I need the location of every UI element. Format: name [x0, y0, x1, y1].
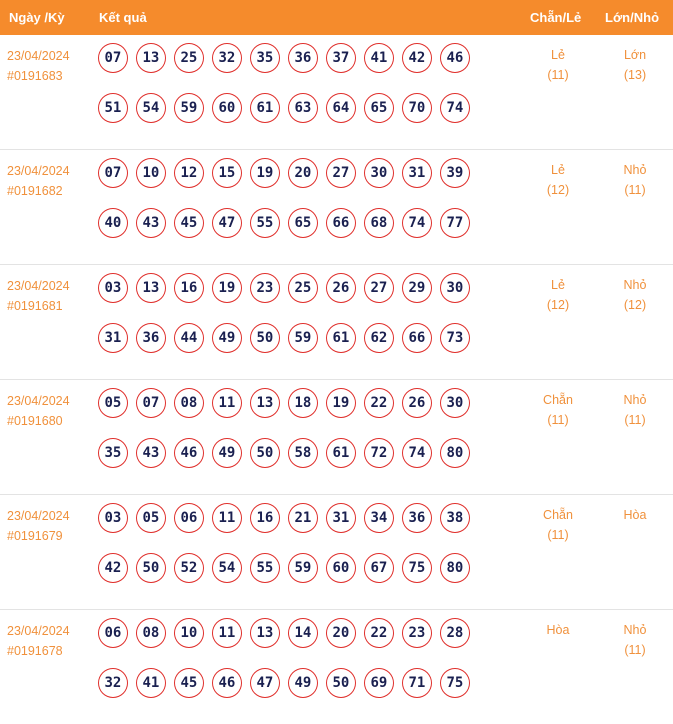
number-ball: 47	[212, 208, 242, 238]
number-ball: 11	[212, 388, 242, 418]
odd-even-result	[528, 160, 588, 200]
number-ball: 46	[174, 438, 204, 468]
draw-meta	[7, 276, 70, 316]
number-ball: 32	[212, 43, 242, 73]
draw-meta	[7, 621, 70, 661]
result-numbers	[98, 388, 478, 488]
number-ball: 13	[250, 618, 280, 648]
number-ball: 21	[288, 503, 318, 533]
odd-even-count: (11)	[547, 528, 569, 542]
big-small-count: (11)	[624, 413, 646, 427]
number-ball: 08	[174, 388, 204, 418]
number-ball: 07	[98, 43, 128, 73]
result-row	[0, 150, 673, 265]
number-ball: 54	[136, 93, 166, 123]
number-ball: 75	[440, 668, 470, 698]
number-ball: 71	[402, 668, 432, 698]
big-small-label: Nhỏ	[623, 393, 647, 407]
big-small-result	[605, 620, 665, 660]
number-ball: 64	[326, 93, 356, 123]
number-ball: 60	[326, 553, 356, 583]
number-ball: 13	[136, 273, 166, 303]
result-row	[0, 495, 673, 610]
result-numbers	[98, 273, 478, 373]
odd-even-label: Lẻ	[551, 48, 565, 62]
odd-even-count: (11)	[547, 413, 569, 427]
number-ball: 38	[440, 503, 470, 533]
number-ball: 10	[174, 618, 204, 648]
number-ball: 19	[326, 388, 356, 418]
number-ball: 05	[136, 503, 166, 533]
number-ball: 39	[440, 158, 470, 188]
number-ball: 43	[136, 208, 166, 238]
result-numbers	[98, 503, 478, 603]
number-ball: 35	[250, 43, 280, 73]
odd-even-count: (12)	[546, 183, 570, 197]
number-ball: 03	[98, 503, 128, 533]
number-ball: 74	[440, 93, 470, 123]
number-line	[98, 273, 478, 307]
result-numbers	[98, 618, 478, 718]
big-small-result	[605, 390, 665, 430]
big-small-label: Hòa	[623, 508, 647, 522]
number-ball: 31	[326, 503, 356, 533]
number-ball: 13	[250, 388, 280, 418]
number-ball: 22	[364, 388, 394, 418]
number-ball: 43	[136, 438, 166, 468]
draw-date: 23/04/2024	[7, 509, 70, 523]
number-ball: 42	[402, 43, 432, 73]
big-small-result	[605, 160, 665, 200]
number-ball: 59	[288, 553, 318, 583]
number-ball: 27	[364, 273, 394, 303]
number-ball: 29	[402, 273, 432, 303]
number-ball: 55	[250, 208, 280, 238]
number-ball: 35	[98, 438, 128, 468]
number-ball: 80	[440, 553, 470, 583]
number-line	[98, 208, 478, 242]
number-ball: 74	[402, 438, 432, 468]
result-numbers	[98, 43, 478, 143]
number-line	[98, 668, 478, 702]
number-line	[98, 553, 478, 587]
number-line	[98, 158, 478, 192]
number-ball: 05	[98, 388, 128, 418]
number-ball: 61	[326, 323, 356, 353]
big-small-label: Nhỏ	[623, 623, 647, 637]
number-ball: 11	[212, 503, 242, 533]
number-ball: 22	[364, 618, 394, 648]
number-ball: 50	[136, 553, 166, 583]
result-row	[0, 610, 673, 724]
draw-id: #0191682	[7, 184, 63, 198]
result-row	[0, 265, 673, 380]
odd-even-result	[528, 45, 588, 85]
big-small-result	[605, 505, 665, 525]
number-ball: 67	[364, 553, 394, 583]
draw-date: 23/04/2024	[7, 164, 70, 178]
number-line	[98, 438, 478, 472]
number-ball: 41	[136, 668, 166, 698]
number-ball: 26	[402, 388, 432, 418]
number-ball: 31	[98, 323, 128, 353]
number-ball: 18	[288, 388, 318, 418]
big-small-label: Lớn	[623, 48, 647, 62]
number-ball: 74	[402, 208, 432, 238]
number-ball: 59	[174, 93, 204, 123]
number-ball: 80	[440, 438, 470, 468]
number-ball: 58	[288, 438, 318, 468]
big-small-count: (11)	[624, 643, 646, 657]
odd-even-label: Chẵn	[543, 393, 573, 407]
number-ball: 25	[174, 43, 204, 73]
odd-even-result	[528, 390, 588, 430]
big-small-result	[605, 45, 665, 85]
number-ball: 51	[98, 93, 128, 123]
number-ball: 25	[288, 273, 318, 303]
number-ball: 03	[98, 273, 128, 303]
draw-id: #0191681	[7, 299, 63, 313]
draw-meta	[7, 506, 70, 546]
results-table-header	[0, 0, 673, 35]
number-ball: 52	[174, 553, 204, 583]
number-ball: 14	[288, 618, 318, 648]
results-table-body	[0, 35, 673, 724]
number-ball: 07	[136, 388, 166, 418]
number-ball: 77	[440, 208, 470, 238]
number-ball: 20	[326, 618, 356, 648]
draw-id: #0191683	[7, 69, 63, 83]
draw-date: 23/04/2024	[7, 394, 70, 408]
number-line	[98, 388, 478, 422]
number-ball: 11	[212, 618, 242, 648]
result-column-header: Kết quả	[99, 10, 147, 25]
big-small-count: (11)	[624, 183, 646, 197]
number-ball: 50	[250, 323, 280, 353]
number-ball: 65	[288, 208, 318, 238]
number-ball: 30	[440, 273, 470, 303]
number-ball: 26	[326, 273, 356, 303]
number-ball: 19	[250, 158, 280, 188]
number-ball: 15	[212, 158, 242, 188]
number-ball: 50	[326, 668, 356, 698]
draw-id: #0191678	[7, 644, 63, 658]
number-ball: 44	[174, 323, 204, 353]
number-ball: 06	[174, 503, 204, 533]
odd-even-result	[528, 275, 588, 315]
odd-even-label: Chẵn	[543, 508, 573, 522]
odd-even-label: Lẻ	[551, 278, 565, 292]
number-ball: 66	[326, 208, 356, 238]
number-ball: 49	[288, 668, 318, 698]
number-ball: 23	[402, 618, 432, 648]
number-ball: 20	[288, 158, 318, 188]
number-ball: 55	[250, 553, 280, 583]
number-ball: 69	[364, 668, 394, 698]
draw-date: 23/04/2024	[7, 624, 70, 638]
date-column-header: Ngày /Kỳ	[9, 10, 65, 25]
number-ball: 19	[212, 273, 242, 303]
number-ball: 42	[98, 553, 128, 583]
number-ball: 27	[326, 158, 356, 188]
odd-even-label: Hòa	[546, 623, 570, 637]
number-ball: 47	[250, 668, 280, 698]
number-ball: 62	[364, 323, 394, 353]
big-small-count: (12)	[623, 298, 647, 312]
number-ball: 45	[174, 668, 204, 698]
number-ball: 28	[440, 618, 470, 648]
number-ball: 61	[326, 438, 356, 468]
draw-date: 23/04/2024	[7, 279, 70, 293]
number-ball: 46	[212, 668, 242, 698]
number-ball: 40	[98, 208, 128, 238]
result-numbers	[98, 158, 478, 258]
big-small-result	[605, 275, 665, 315]
number-ball: 49	[212, 438, 242, 468]
number-line	[98, 43, 478, 77]
number-ball: 16	[250, 503, 280, 533]
result-row	[0, 35, 673, 150]
number-ball: 49	[212, 323, 242, 353]
number-ball: 72	[364, 438, 394, 468]
big-small-label: Nhỏ	[623, 278, 647, 292]
number-ball: 36	[136, 323, 166, 353]
number-line	[98, 323, 478, 357]
number-ball: 06	[98, 618, 128, 648]
odd-even-result	[528, 620, 588, 640]
number-ball: 73	[440, 323, 470, 353]
number-ball: 07	[98, 158, 128, 188]
number-ball: 45	[174, 208, 204, 238]
number-ball: 70	[402, 93, 432, 123]
number-ball: 63	[288, 93, 318, 123]
odd-even-count: (11)	[547, 68, 569, 82]
number-ball: 41	[364, 43, 394, 73]
big-small-label: Nhỏ	[623, 163, 647, 177]
number-ball: 36	[288, 43, 318, 73]
number-ball: 31	[402, 158, 432, 188]
number-ball: 23	[250, 273, 280, 303]
number-ball: 59	[288, 323, 318, 353]
number-ball: 10	[136, 158, 166, 188]
number-ball: 65	[364, 93, 394, 123]
number-ball: 54	[212, 553, 242, 583]
number-line	[98, 618, 478, 652]
number-ball: 34	[364, 503, 394, 533]
number-ball: 66	[402, 323, 432, 353]
draw-meta	[7, 161, 70, 201]
draw-date: 23/04/2024	[7, 49, 70, 63]
number-ball: 13	[136, 43, 166, 73]
number-ball: 30	[440, 388, 470, 418]
big-small-column-header: Lớn/Nhỏ	[605, 10, 660, 25]
odd-even-result	[528, 505, 588, 545]
number-line	[98, 503, 478, 537]
number-ball: 08	[136, 618, 166, 648]
number-ball: 30	[364, 158, 394, 188]
number-ball: 75	[402, 553, 432, 583]
odd-even-label: Lẻ	[551, 163, 565, 177]
draw-id: #0191680	[7, 414, 63, 428]
big-small-count: (13)	[623, 68, 647, 82]
number-ball: 68	[364, 208, 394, 238]
odd-even-column-header: Chẵn/Lẻ	[530, 10, 582, 25]
number-ball: 60	[212, 93, 242, 123]
number-ball: 61	[250, 93, 280, 123]
number-ball: 36	[402, 503, 432, 533]
odd-even-count: (12)	[546, 298, 570, 312]
draw-meta	[7, 391, 70, 431]
number-ball: 16	[174, 273, 204, 303]
result-row	[0, 380, 673, 495]
draw-meta	[7, 46, 70, 86]
number-ball: 12	[174, 158, 204, 188]
number-ball: 37	[326, 43, 356, 73]
number-ball: 50	[250, 438, 280, 468]
number-ball: 46	[440, 43, 470, 73]
number-ball: 32	[98, 668, 128, 698]
number-line	[98, 93, 478, 127]
draw-id: #0191679	[7, 529, 63, 543]
